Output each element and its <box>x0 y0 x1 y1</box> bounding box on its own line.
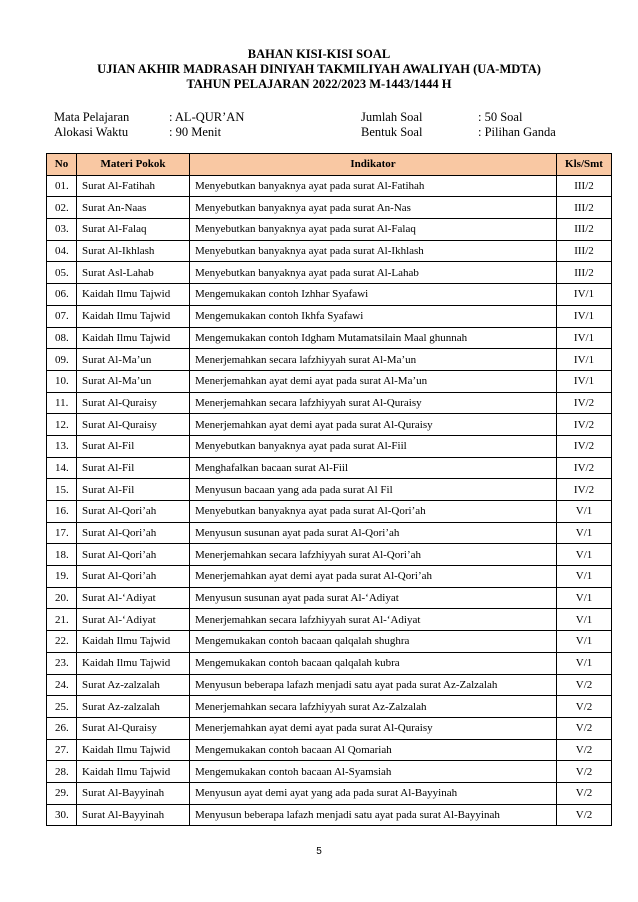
row-no: 25. <box>47 696 77 718</box>
row-indikator: Menyebutkan banyaknya ayat pada surat Al-Ikhlash <box>190 240 557 262</box>
row-kls: III/2 <box>557 197 612 219</box>
row-materi: Surat Al-‘Adiyat <box>77 587 190 609</box>
row-kls: V/1 <box>557 522 612 544</box>
row-indikator: Menerjemahkan ayat demi ayat pada surat Al-Quraisy <box>190 717 557 739</box>
row-kls: V/1 <box>557 501 612 523</box>
table-row <box>47 479 612 501</box>
row-kls: V/2 <box>557 696 612 718</box>
row-kls: V/1 <box>557 566 612 588</box>
table-row <box>47 739 612 761</box>
waktu-label: Alokasi Waktu <box>54 125 129 139</box>
row-indikator: Menyusun susunan ayat pada surat Al-‘Adiyat <box>190 587 557 609</box>
row-no: 21. <box>47 609 77 631</box>
row-indikator: Menyusun beberapa lafazh menjadi satu ayat pada surat Al-Bayyinah <box>190 804 557 826</box>
table-row <box>47 219 612 241</box>
row-kls: V/2 <box>557 674 612 696</box>
row-kls: IV/2 <box>557 479 612 501</box>
bentuk-label: Bentuk Soal <box>361 125 423 139</box>
table-row <box>47 370 612 392</box>
bentuk-value: : Pilihan Ganda <box>478 125 556 139</box>
row-indikator: Menyebutkan banyaknya ayat pada surat Al-Lahab <box>190 262 557 284</box>
table-row <box>47 631 612 653</box>
table-row <box>47 435 612 457</box>
row-materi: Surat Al-Falaq <box>77 219 190 241</box>
row-kls: V/1 <box>557 609 612 631</box>
row-no: 18. <box>47 544 77 566</box>
row-no: 05. <box>47 262 77 284</box>
row-indikator: Menghafalkan bacaan surat Al-Fiil <box>190 457 557 479</box>
row-kls: IV/2 <box>557 392 612 414</box>
row-no: 12. <box>47 414 77 436</box>
header-kls: Kls/Smt <box>557 154 612 176</box>
row-indikator: Mengemukakan contoh bacaan qalqalah shughra <box>190 631 557 653</box>
table-row <box>47 674 612 696</box>
row-no: 01. <box>47 175 77 197</box>
row-kls: IV/1 <box>557 305 612 327</box>
table-row <box>47 522 612 544</box>
row-indikator: Menyusun susunan ayat pada surat Al-Qori’ah <box>190 522 557 544</box>
row-no: 27. <box>47 739 77 761</box>
row-materi: Surat Al-Bayyinah <box>77 804 190 826</box>
waktu-value: : 90 Menit <box>169 125 222 139</box>
row-no: 08. <box>47 327 77 349</box>
row-indikator: Menyebutkan banyaknya ayat pada surat Al-Fatihah <box>190 175 557 197</box>
row-indikator: Menerjemahkan secara lafzhiyyah surat Al-‘Adiyat <box>190 609 557 631</box>
row-materi: Kaidah Ilmu Tajwid <box>77 284 190 306</box>
row-materi: Surat Al-Quraisy <box>77 392 190 414</box>
row-kls: IV/1 <box>557 284 612 306</box>
row-kls: IV/1 <box>557 370 612 392</box>
row-indikator: Menerjemahkan secara lafzhiyyah surat Al-Ma’un <box>190 349 557 371</box>
row-no: 14. <box>47 457 77 479</box>
table-row <box>47 305 612 327</box>
table-row <box>47 262 612 284</box>
row-materi: Surat Al-Qori’ah <box>77 501 190 523</box>
row-indikator: Menerjemahkan secara lafzhiyyah surat Al-Qori’ah <box>190 544 557 566</box>
document-subtitle: UJIAN AKHIR MADRASAH DINIYAH TAKMILIYAH AWALIYAH (UA-MDTA) <box>97 62 541 76</box>
table-row <box>47 544 612 566</box>
row-indikator: Mengemukakan contoh Izhhar Syafawi <box>190 284 557 306</box>
row-indikator: Mengemukakan contoh bacaan Al-Syamsiah <box>190 761 557 783</box>
page-number: 5 <box>316 846 322 857</box>
mapel-value: : AL-QUR’AN <box>169 110 245 124</box>
row-kls: V/1 <box>557 544 612 566</box>
row-indikator: Menyebutkan banyaknya ayat pada surat Al-Qori’ah <box>190 501 557 523</box>
row-no: 10. <box>47 370 77 392</box>
row-kls: V/2 <box>557 717 612 739</box>
table-row <box>47 761 612 783</box>
row-materi: Surat Al-Quraisy <box>77 414 190 436</box>
row-kls: III/2 <box>557 175 612 197</box>
table-row <box>47 566 612 588</box>
row-kls: IV/1 <box>557 327 612 349</box>
row-indikator: Mengemukakan contoh Idgham Mutamatsilain Maal ghunnah <box>190 327 557 349</box>
row-no: 16. <box>47 501 77 523</box>
jumlah-value: : 50 Soal <box>478 110 523 124</box>
row-indikator: Mengemukakan contoh Ikhfa Syafawi <box>190 305 557 327</box>
header-no: No <box>47 154 77 176</box>
row-materi: Surat Al-Qori’ah <box>77 566 190 588</box>
row-kls: V/2 <box>557 739 612 761</box>
row-no: 11. <box>47 392 77 414</box>
document-academic-year: TAHUN PELAJARAN 2022/2023 M-1443/1444 H <box>186 77 452 91</box>
row-materi: Kaidah Ilmu Tajwid <box>77 305 190 327</box>
table-row <box>47 609 612 631</box>
row-materi: Surat Al-Fatihah <box>77 175 190 197</box>
row-kls: III/2 <box>557 219 612 241</box>
table-body <box>47 175 612 826</box>
table-row <box>47 457 612 479</box>
row-kls: IV/2 <box>557 435 612 457</box>
table-row <box>47 652 612 674</box>
row-no: 28. <box>47 761 77 783</box>
table-header-row <box>47 154 612 176</box>
row-indikator: Mengemukakan contoh bacaan qalqalah kubra <box>190 652 557 674</box>
row-kls: V/1 <box>557 631 612 653</box>
row-materi: Surat Al-Fil <box>77 479 190 501</box>
row-kls: IV/1 <box>557 349 612 371</box>
row-materi: Kaidah Ilmu Tajwid <box>77 327 190 349</box>
row-no: 07. <box>47 305 77 327</box>
table-row <box>47 327 612 349</box>
row-no: 04. <box>47 240 77 262</box>
row-materi: Kaidah Ilmu Tajwid <box>77 652 190 674</box>
row-materi: Kaidah Ilmu Tajwid <box>77 631 190 653</box>
row-no: 20. <box>47 587 77 609</box>
table-row <box>47 349 612 371</box>
table-row <box>47 197 612 219</box>
row-materi: Surat Al-‘Adiyat <box>77 609 190 631</box>
document-title: BAHAN KISI-KISI SOAL <box>247 47 391 61</box>
row-kls: IV/2 <box>557 414 612 436</box>
row-indikator: Menyebutkan banyaknya ayat pada surat Al-Falaq <box>190 219 557 241</box>
row-no: 06. <box>47 284 77 306</box>
row-kls: III/2 <box>557 262 612 284</box>
row-materi: Surat Al-Qori’ah <box>77 544 190 566</box>
table-row <box>47 392 612 414</box>
row-indikator: Menyusun beberapa lafazh menjadi satu ayat pada surat Az-Zalzalah <box>190 674 557 696</box>
table-row <box>47 284 612 306</box>
row-indikator: Menyusun bacaan yang ada pada surat Al Fil <box>190 479 557 501</box>
row-kls: V/2 <box>557 782 612 804</box>
row-materi: Kaidah Ilmu Tajwid <box>77 739 190 761</box>
row-indikator: Menerjemahkan secara lafzhiyyah surat Al-Quraisy <box>190 392 557 414</box>
row-kls: V/1 <box>557 652 612 674</box>
row-materi: Surat Al-Ikhlash <box>77 240 190 262</box>
row-kls: IV/2 <box>557 457 612 479</box>
row-no: 15. <box>47 479 77 501</box>
row-kls: V/2 <box>557 761 612 783</box>
jumlah-label: Jumlah Soal <box>361 110 423 124</box>
table-row <box>47 414 612 436</box>
table-row <box>47 501 612 523</box>
row-indikator: Menerjemahkan ayat demi ayat pada surat Al-Ma’un <box>190 370 557 392</box>
table-row <box>47 587 612 609</box>
table-row <box>47 696 612 718</box>
row-kls: V/2 <box>557 804 612 826</box>
row-no: 29. <box>47 782 77 804</box>
row-no: 02. <box>47 197 77 219</box>
kisi-kisi-table <box>46 153 612 826</box>
row-materi: Surat Al-Ma’un <box>77 370 190 392</box>
row-materi: Surat Al-Fil <box>77 435 190 457</box>
table-row <box>47 717 612 739</box>
row-no: 19. <box>47 566 77 588</box>
row-no: 03. <box>47 219 77 241</box>
row-indikator: Mengemukakan contoh bacaan Al Qomariah <box>190 739 557 761</box>
row-materi: Surat An-Naas <box>77 197 190 219</box>
header-indikator: Indikator <box>190 154 557 176</box>
table-row <box>47 240 612 262</box>
row-no: 30. <box>47 804 77 826</box>
row-no: 23. <box>47 652 77 674</box>
row-indikator: Menerjemahkan ayat demi ayat pada surat Al-Quraisy <box>190 414 557 436</box>
table-row <box>47 804 612 826</box>
row-no: 24. <box>47 674 77 696</box>
row-kls: V/1 <box>557 587 612 609</box>
row-materi: Surat Al-Fil <box>77 457 190 479</box>
row-materi: Surat Az-zalzalah <box>77 674 190 696</box>
row-materi: Surat Al-Bayyinah <box>77 782 190 804</box>
row-materi: Surat Asl-Lahab <box>77 262 190 284</box>
row-indikator: Menerjemahkan ayat demi ayat pada surat Al-Qori’ah <box>190 566 557 588</box>
row-materi: Surat Al-Ma’un <box>77 349 190 371</box>
row-no: 26. <box>47 717 77 739</box>
row-indikator: Menyebutkan banyaknya ayat pada surat Al-Fiil <box>190 435 557 457</box>
row-materi: Surat Al-Quraisy <box>77 717 190 739</box>
row-no: 13. <box>47 435 77 457</box>
row-materi: Kaidah Ilmu Tajwid <box>77 761 190 783</box>
row-indikator: Menyebutkan banyaknya ayat pada surat An-Nas <box>190 197 557 219</box>
row-no: 17. <box>47 522 77 544</box>
row-materi: Surat Al-Qori’ah <box>77 522 190 544</box>
table-row <box>47 782 612 804</box>
row-indikator: Menyusun ayat demi ayat yang ada pada surat Al-Bayyinah <box>190 782 557 804</box>
row-no: 09. <box>47 349 77 371</box>
row-kls: III/2 <box>557 240 612 262</box>
mapel-label: Mata Pelajaran <box>54 110 130 124</box>
row-no: 22. <box>47 631 77 653</box>
header-materi: Materi Pokok <box>77 154 190 176</box>
row-materi: Surat Az-zalzalah <box>77 696 190 718</box>
table-row <box>47 175 612 197</box>
row-indikator: Menerjemahkan secara lafzhiyyah surat Az-Zalzalah <box>190 696 557 718</box>
